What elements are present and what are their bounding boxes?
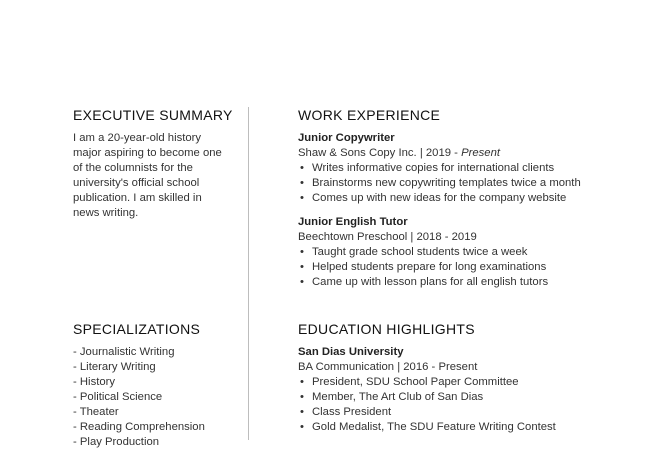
job-company-years: Shaw & Sons Copy Inc. | 2019 - — [298, 147, 462, 159]
degree-meta: BA Communication | 2016 - Present — [298, 361, 478, 373]
specialization-item: - Theater — [73, 406, 119, 418]
specialization-item: - Play Production — [73, 436, 160, 448]
job-duty: • Writes informative copies for international clients — [298, 161, 638, 176]
summary-line: of the columnists for the — [73, 162, 193, 174]
job-duty: • Brainstorms new copywriting templates twice a month — [298, 176, 638, 191]
work-experience-heading: WORK EXPERIENCE — [298, 107, 441, 123]
specializations-list — [73, 345, 238, 450]
job-title: Junior English Tutor — [298, 216, 408, 228]
specialization-item: - Journalistic Writing — [73, 346, 175, 358]
specialization-item: - Political Science — [73, 391, 163, 403]
job-duties — [298, 161, 638, 206]
education-highlight: • Gold Medalist, The SDU Feature Writing Contest — [298, 420, 638, 435]
specialization-item: - History — [73, 376, 116, 388]
job-duty: • Taught grade school students twice a week — [298, 245, 638, 260]
job-title: Junior Copywriter — [298, 132, 395, 144]
job-duty: • Came up with lesson plans for all english tutors — [298, 275, 638, 290]
school-name: San Dias University — [298, 346, 404, 358]
job-duty: • Comes up with new ideas for the company website — [298, 191, 638, 206]
education-highlights — [298, 375, 638, 435]
summary-line: university's official school — [73, 177, 200, 189]
education-highlight: • Class President — [298, 405, 638, 420]
education-heading: EDUCATION HIGHLIGHTS — [298, 321, 475, 337]
specializations-section — [73, 321, 238, 450]
executive-summary-heading: EXECUTIVE SUMMARY — [73, 107, 233, 123]
summary-line: I am a 20-year-old history — [73, 132, 202, 144]
job-meta — [298, 146, 638, 161]
job-entry — [298, 215, 638, 290]
education-section — [298, 321, 638, 435]
job-entry — [298, 131, 638, 206]
specialization-item: - Reading Comprehension — [73, 421, 205, 433]
job-duty: • Helped students prepare for long examinations — [298, 260, 638, 275]
specialization-item: - Literary Writing — [73, 361, 156, 373]
specializations-heading: SPECIALIZATIONS — [73, 321, 201, 337]
job-meta: Beechtown Preschool | 2018 - 2019 — [298, 231, 477, 243]
job-period: Present — [461, 147, 500, 159]
summary-line: news writing. — [73, 207, 139, 219]
education-highlight: • Member, The Art Club of San Dias — [298, 390, 638, 405]
executive-summary-section — [73, 107, 238, 221]
column-divider — [248, 107, 249, 440]
education-highlight: • President, SDU School Paper Committee — [298, 375, 638, 390]
job-duties — [298, 245, 638, 290]
summary-line: major aspiring to become one — [73, 147, 222, 159]
work-experience-section — [298, 107, 638, 290]
summary-line: publication. I am skilled in — [73, 192, 202, 204]
